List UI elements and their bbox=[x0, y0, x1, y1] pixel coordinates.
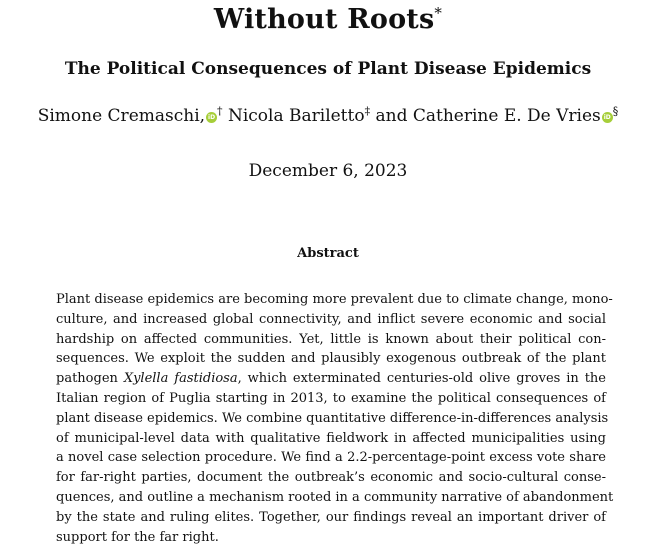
paper-subtitle: The Political Consequences of Plant Disease Epidemics bbox=[64, 59, 592, 79]
abstract-line bbox=[56, 369, 606, 389]
orcid-icon[interactable]: iD bbox=[603, 114, 611, 121]
abstract-line: support for the far right. bbox=[56, 529, 219, 545]
orcid-icon[interactable]: iD bbox=[208, 114, 216, 121]
affiliation-mark[interactable]: † bbox=[217, 104, 223, 118]
author-name: Simone Cremaschi, bbox=[37, 106, 206, 126]
abstract-line: plant disease epidemics. We combine quantitative difference-in-differences analysis bbox=[56, 410, 609, 426]
abstract-line: quences, and outline a mechanism rooted in a community narrative of abandonment bbox=[56, 489, 614, 505]
author-name: Catherine E. De Vries bbox=[412, 106, 601, 126]
affiliation-mark[interactable]: ‡ bbox=[364, 104, 371, 118]
abstract-body bbox=[56, 290, 614, 547]
abstract-line: a novel case selection procedure. We find a 2.2-percentage-point excess vote share bbox=[56, 450, 606, 466]
abstract-line: sequences. We exploit the sudden and plausibly exogenous outbreak of the plant bbox=[56, 351, 606, 367]
affiliation-mark[interactable]: § bbox=[612, 104, 619, 118]
paper-title-text: Without Roots bbox=[213, 4, 435, 35]
abstract-line: hardship on affected communities. Yet, little is known about their political con- bbox=[56, 331, 606, 347]
abstract-line-segment: , which exterminated centuries-old olive groves in the bbox=[237, 371, 606, 387]
author-connector: and bbox=[375, 106, 408, 126]
author-name: Nicola Bariletto bbox=[227, 106, 365, 126]
abstract-heading: Abstract bbox=[297, 246, 359, 261]
abstract-line: for far-right parties, document the outbreak’s economic and socio-cultural conse- bbox=[56, 470, 606, 486]
abstract-line: culture, and increased global connectivity, and inflict severe economic and social bbox=[56, 311, 606, 327]
paper-date: December 6, 2023 bbox=[248, 161, 408, 181]
paper-title bbox=[0, 4, 656, 35]
abstract-line: of municipal-level data with qualitative fieldwork in affected municipalities using bbox=[56, 430, 606, 446]
abstract-line: Italian region of Puglia starting in 2013, to examine the political consequences of bbox=[56, 390, 606, 406]
species-name: Xylella fastidiosa bbox=[123, 371, 238, 387]
abstract-line-segment: pathogen bbox=[56, 371, 124, 387]
title-footnote-mark[interactable]: * bbox=[434, 4, 443, 22]
author-list bbox=[0, 106, 656, 126]
abstract-line: by the state and ruling elites. Together, our findings reveal an important driver of bbox=[56, 509, 606, 525]
abstract-line: Plant disease epidemics are becoming more prevalent due to climate change, mono- bbox=[56, 292, 613, 307]
